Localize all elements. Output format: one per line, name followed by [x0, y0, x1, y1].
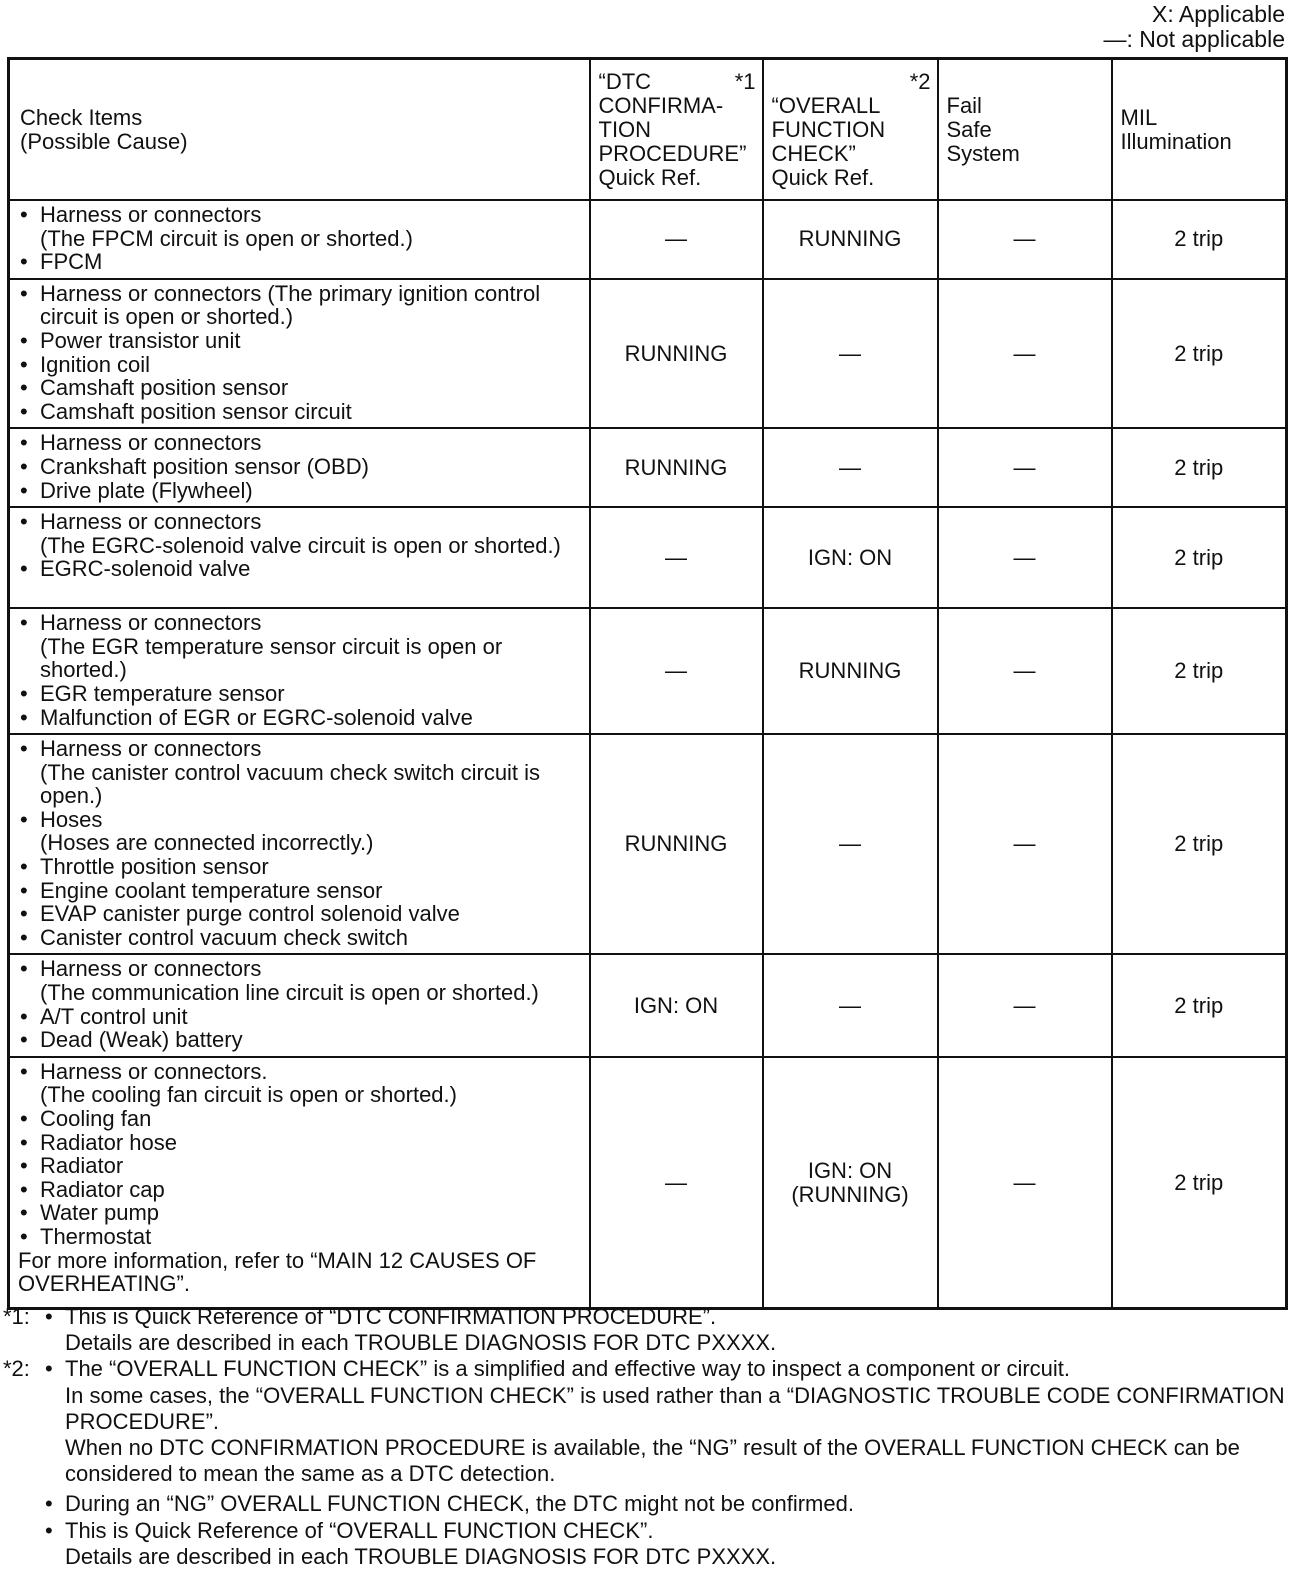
overall-function-cell: IGN: ON: [763, 507, 938, 608]
possible-cause-list: [18, 203, 585, 274]
footnote-2-bullet-3: • This is Quick Reference of “OVERALL FUNCTION CHECK”. Details are described in each TROUBLE DIAGNOSIS FOR DTC PXXXX.: [45, 1517, 777, 1569]
check-items-cell: [9, 279, 590, 429]
possible-cause-detail: (Hoses are connected incorrectly.): [40, 830, 374, 856]
possible-cause-list: [18, 431, 585, 502]
possible-cause-list: [18, 957, 585, 1051]
fail-safe-cell: —: [938, 734, 1112, 954]
fail-safe-cell: —: [938, 279, 1112, 429]
possible-cause-item: • FPCM: [18, 250, 585, 274]
footnote-2-text: The “OVERALL FUNCTION CHECK” is a simplified and effective way to inspect a component or circuit.: [65, 1356, 1071, 1382]
legend-not-applicable: —: Not applicable: [1103, 26, 1285, 52]
table-row: [9, 200, 1287, 279]
overall-function-cell: RUNNING: [763, 200, 938, 279]
legend: [1103, 2, 1285, 52]
fail-safe-cell: —: [938, 200, 1112, 279]
check-items-cell: [9, 734, 590, 954]
possible-cause-list: [18, 510, 585, 581]
possible-cause-item: • Thermostat: [18, 1225, 585, 1249]
possible-cause-item: • Radiator cap: [18, 1178, 585, 1202]
mil-illumination-cell: 2 trip: [1112, 1057, 1287, 1309]
possible-cause-item: • Engine coolant temperature sensor: [18, 879, 585, 903]
dtc-confirmation-cell: —: [590, 200, 763, 279]
header-mil-illumination: MIL Illumination: [1112, 59, 1287, 201]
possible-cause-item: • Harness or connectors. (The cooling fan circuit is open or shorted.): [18, 1060, 585, 1107]
overall-function-cell: RUNNING: [763, 608, 938, 734]
possible-cause-item: • Radiator hose: [18, 1131, 585, 1155]
check-items-cell: [9, 200, 590, 279]
mil-illumination-cell: 2 trip: [1112, 428, 1287, 507]
possible-cause-list: [18, 611, 585, 729]
dtc-confirmation-cell: —: [590, 507, 763, 608]
legend-applicable: X: Applicable: [1152, 1, 1285, 27]
table-row: [9, 507, 1287, 608]
possible-cause-item: • EGR temperature sensor: [18, 682, 585, 706]
footnote-2-para-1: In some cases, the “OVERALL FUNCTION CHECK” is used rather than a “DIAGNOSTIC TROUBLE CODE CONFIRMATION PROCEDURE”.: [65, 1382, 1285, 1434]
possible-cause-item: • Throttle position sensor: [18, 855, 585, 879]
possible-cause-detail: (The cooling fan circuit is open or shorted.): [40, 1082, 457, 1108]
mil-illumination-cell: 2 trip: [1112, 954, 1287, 1056]
table-row: [9, 428, 1287, 507]
dtc-confirmation-cell: —: [590, 1057, 763, 1309]
possible-cause-item: • EGRC-solenoid valve: [18, 557, 585, 581]
check-items-cell: [9, 608, 590, 734]
footnote-1: [3, 1304, 1303, 1356]
footnote-mark-1: *1: [734, 68, 756, 94]
footnote-1-text: This is Quick Reference of “DTC CONFIRMATION PROCEDURE”.: [65, 1304, 717, 1329]
possible-cause-item: • Camshaft position sensor circuit: [18, 400, 585, 424]
dtc-confirmation-cell: —: [590, 608, 763, 734]
possible-cause-item: • Harness or connectors (The EGRC-solenoid valve circuit is open or shorted.): [18, 510, 585, 557]
check-items-cell: [9, 1057, 590, 1309]
possible-cause-item: • Harness or connectors (The primary ignition control circuit is open or shorted.): [18, 282, 585, 329]
bullet-icon: •: [45, 1304, 53, 1329]
reference-note: For more information, refer to “MAIN 12 CAUSES OF OVERHEATING”.: [18, 1247, 537, 1297]
possible-cause-item: • Harness or connectors: [18, 431, 585, 455]
footnote-2-bullet-2: • During an “NG” OVERALL FUNCTION CHECK, the DTC might not be confirmed.: [45, 1491, 854, 1517]
mil-illumination-cell: 2 trip: [1112, 608, 1287, 734]
table-row: [9, 1057, 1287, 1309]
header-dtc-confirmation: “DTC *1 CONFIRMA- TION PROCEDURE” Quick Ref.: [590, 59, 763, 201]
possible-cause-detail: (The communication line circuit is open or shorted.): [40, 980, 539, 1006]
check-items-cell: [9, 507, 590, 608]
fail-safe-cell: —: [938, 507, 1112, 608]
overall-function-cell: —: [763, 279, 938, 429]
table-row: [9, 954, 1287, 1056]
mil-illumination-cell: 2 trip: [1112, 279, 1287, 429]
footnote-2-mark: *2:: [3, 1356, 30, 1382]
footnote-2-para-2: When no DTC CONFIRMATION PROCEDURE is available, the “NG” result of the OVERALL FUNCTION CHECK can be considered to mean the same as a DTC detection.: [65, 1435, 1240, 1487]
footnote-1-mark: *1:: [3, 1304, 30, 1329]
header-check-items: Check Items (Possible Cause): [9, 59, 590, 201]
possible-cause-item: • Harness or connectors (The communication line circuit is open or shorted.): [18, 957, 585, 1004]
diagnosis-table: [7, 57, 1288, 1310]
fail-safe-cell: —: [938, 1057, 1112, 1309]
footnote-2: [3, 1356, 1303, 1487]
possible-cause-item: • Power transistor unit: [18, 329, 585, 353]
possible-cause-list: [18, 282, 585, 424]
possible-cause-item: • Drive plate (Flywheel): [18, 479, 585, 503]
possible-cause-item: • Water pump: [18, 1201, 585, 1225]
dtc-confirmation-cell: IGN: ON: [590, 954, 763, 1056]
overall-function-cell: —: [763, 428, 938, 507]
table-row: [9, 734, 1287, 954]
possible-cause-item: • Harness or connectors (The EGR temperature sensor circuit is open or shorted.): [18, 611, 585, 682]
possible-cause-list: [18, 737, 585, 949]
footnote-mark-2: *2: [909, 68, 931, 94]
bullet-icon: •: [45, 1356, 53, 1382]
possible-cause-detail: (The canister control vacuum check switch circuit is open.): [40, 759, 541, 809]
possible-cause-item: • Harness or connectors (The FPCM circuit is open or shorted.): [18, 203, 585, 250]
possible-cause-item: • Radiator: [18, 1154, 585, 1178]
table-row: [9, 279, 1287, 429]
bullet-icon: •: [45, 1491, 53, 1517]
header-overall-function-check: *2 “OVERALL FUNCTION CHECK” Quick Ref.: [763, 59, 938, 201]
footnotes: [3, 1304, 1303, 1570]
possible-cause-detail: (The EGR temperature sensor circuit is open or shorted.): [40, 633, 503, 683]
dtc-confirmation-cell: RUNNING: [590, 428, 763, 507]
check-items-cell: [9, 954, 590, 1056]
mil-illumination-cell: 2 trip: [1112, 200, 1287, 279]
possible-cause-item: • Dead (Weak) battery: [18, 1028, 585, 1052]
dtc-confirmation-cell: RUNNING: [590, 279, 763, 429]
check-items-cell: [9, 428, 590, 507]
overall-function-cell: —: [763, 734, 938, 954]
table-body: [9, 200, 1287, 1309]
possible-cause-item: • Canister control vacuum check switch: [18, 926, 585, 950]
header-row: [9, 59, 1287, 201]
possible-cause-list: [18, 1060, 585, 1249]
possible-cause-detail: (The FPCM circuit is open or shorted.): [40, 225, 413, 251]
footnote-1-detail: Details are described in each TROUBLE DIAGNOSIS FOR DTC PXXXX.: [65, 1330, 777, 1356]
fail-safe-cell: —: [938, 954, 1112, 1056]
table-row: [9, 608, 1287, 734]
fail-safe-cell: —: [938, 428, 1112, 507]
possible-cause-item: • Crankshaft position sensor (OBD): [18, 455, 585, 479]
mil-illumination-cell: 2 trip: [1112, 734, 1287, 954]
possible-cause-detail: (The EGRC-solenoid valve circuit is open or shorted.): [40, 532, 561, 558]
possible-cause-item: • Camshaft position sensor: [18, 376, 585, 400]
overall-function-cell: —: [763, 954, 938, 1056]
mil-illumination-cell: 2 trip: [1112, 507, 1287, 608]
possible-cause-item: • Harness or connectors (The canister control vacuum check switch circuit is open.): [18, 737, 585, 808]
possible-cause-item: • A/T control unit: [18, 1005, 585, 1029]
possible-cause-item: • Hoses (Hoses are connected incorrectly.): [18, 808, 585, 855]
bullet-icon: •: [45, 1517, 53, 1543]
possible-cause-item: • Cooling fan: [18, 1107, 585, 1131]
dtc-confirmation-cell: RUNNING: [590, 734, 763, 954]
possible-cause-item: • Ignition coil: [18, 353, 585, 377]
overall-function-cell: IGN: ON (RUNNING): [763, 1057, 938, 1309]
possible-cause-item: • Malfunction of EGR or EGRC-solenoid valve: [18, 706, 585, 730]
header-fail-safe-system: Fail Safe System: [938, 59, 1112, 201]
fail-safe-cell: —: [938, 608, 1112, 734]
possible-cause-item: • EVAP canister purge control solenoid valve: [18, 902, 585, 926]
